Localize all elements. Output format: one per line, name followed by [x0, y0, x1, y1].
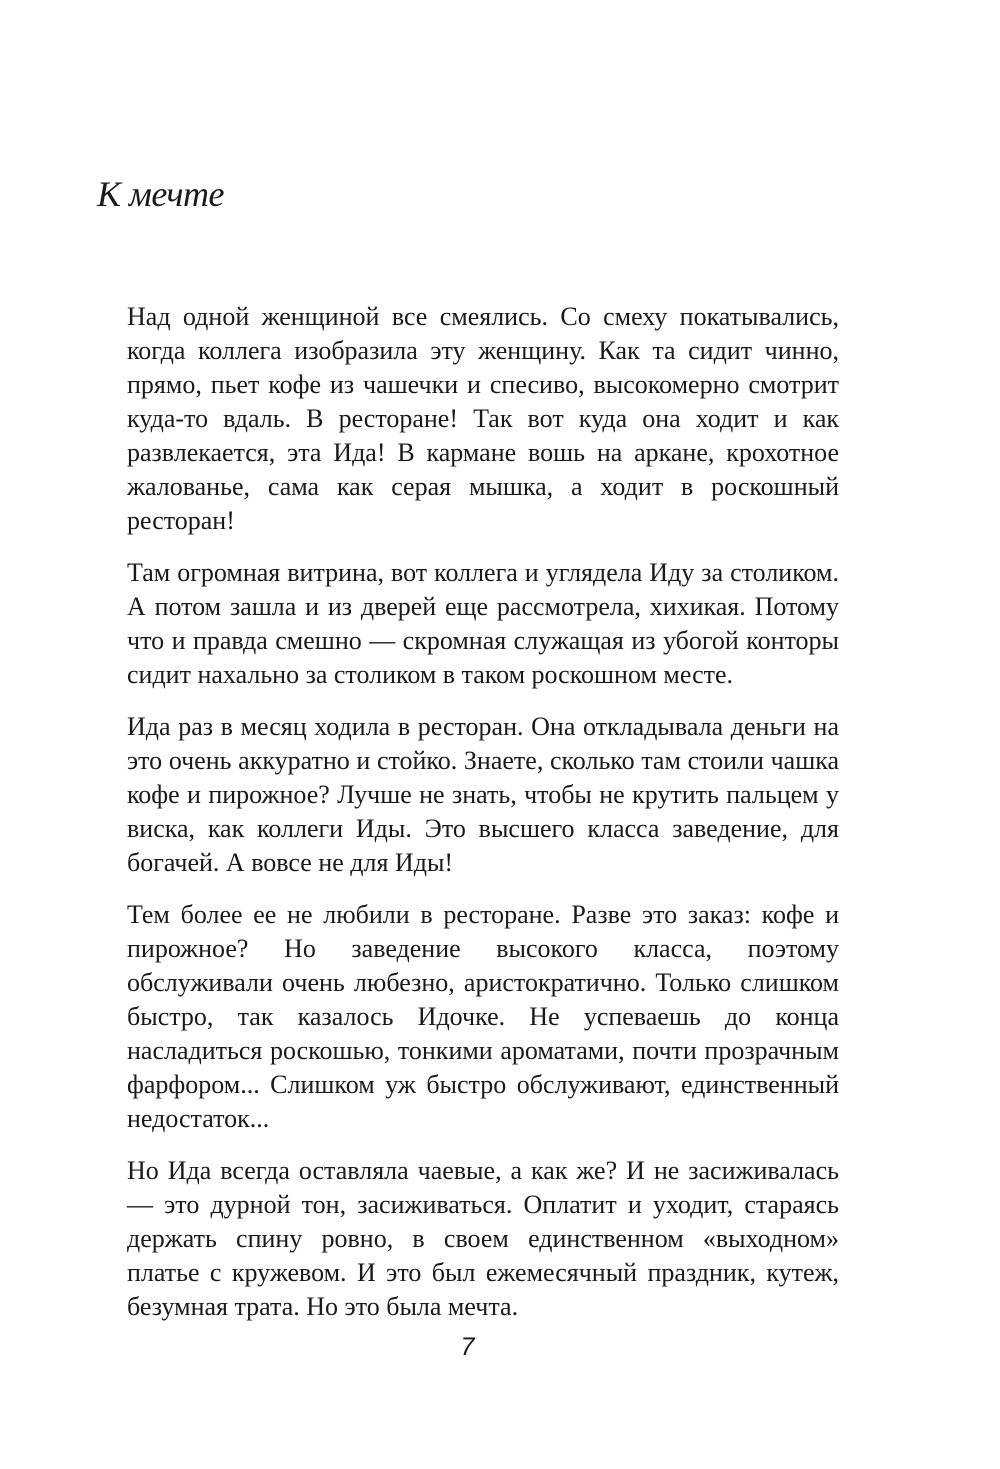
chapter-title: К мечте [97, 174, 225, 214]
paragraph-4: Тем более ее не любили в ресторане. Разве это заказ: кофе и пирожное? Но заведение высокого класса, поэтому обслуживали очень любезно, аристократично. Только слишком быстро, так казалось Идочке. Не успеваешь до конца насладиться роскошью, тонкими ароматами, почти прозрачным фарфором... Слишком уж быстро обслуживают, единственный недостаток... [127, 900, 839, 1133]
body-text [127, 300, 839, 1342]
paragraph-2: Там огромная витрина, вот коллега и углядела Иду за столиком. А потом зашла и из дверей еще рассмотрела, хихикая. Потому что и правда смешно — скромная служащая из убогой конторы сидит нахально за столиком в таком роскошном месте. [127, 558, 839, 689]
paragraph-5: Но Ида всегда оставляла чаевые, а как же? И не засиживалась — это дурной тон, засиживаться. Оплатит и уходит, стараясь держать спину ровно, в своем единственном «выходном» платье с кружевом. И это был ежемесячный праздник, кутеж, безумная трата. Но это была мечта. [127, 1156, 839, 1321]
paragraph-3: Ида раз в месяц ходила в ресторан. Она откладывала деньги на это очень аккуратно и стойко. Знаете, сколько там стоили чашка кофе и пирожное? Лучше не знать, чтобы не крутить пальцем у виска, как коллеги Иды. Это высшего класса заведение, для богачей. А вовсе не для Иды! [127, 712, 839, 877]
page-number: 7 [460, 1333, 475, 1361]
paragraph-1: Над одной женщиной все смеялись. Со смеху покатывались, когда коллега изобразила эту женщину. Как та сидит чинно, прямо, пьет кофе из чашечки и спесиво, высокомерно смотрит куда-то вдаль. В ресторане! Так вот куда она ходит и как развлекается, эта Ида! В кармане вошь на аркане, крохотное жалованье, сама как серая мышка, а ходит в роскошный ресторан! [127, 302, 839, 535]
